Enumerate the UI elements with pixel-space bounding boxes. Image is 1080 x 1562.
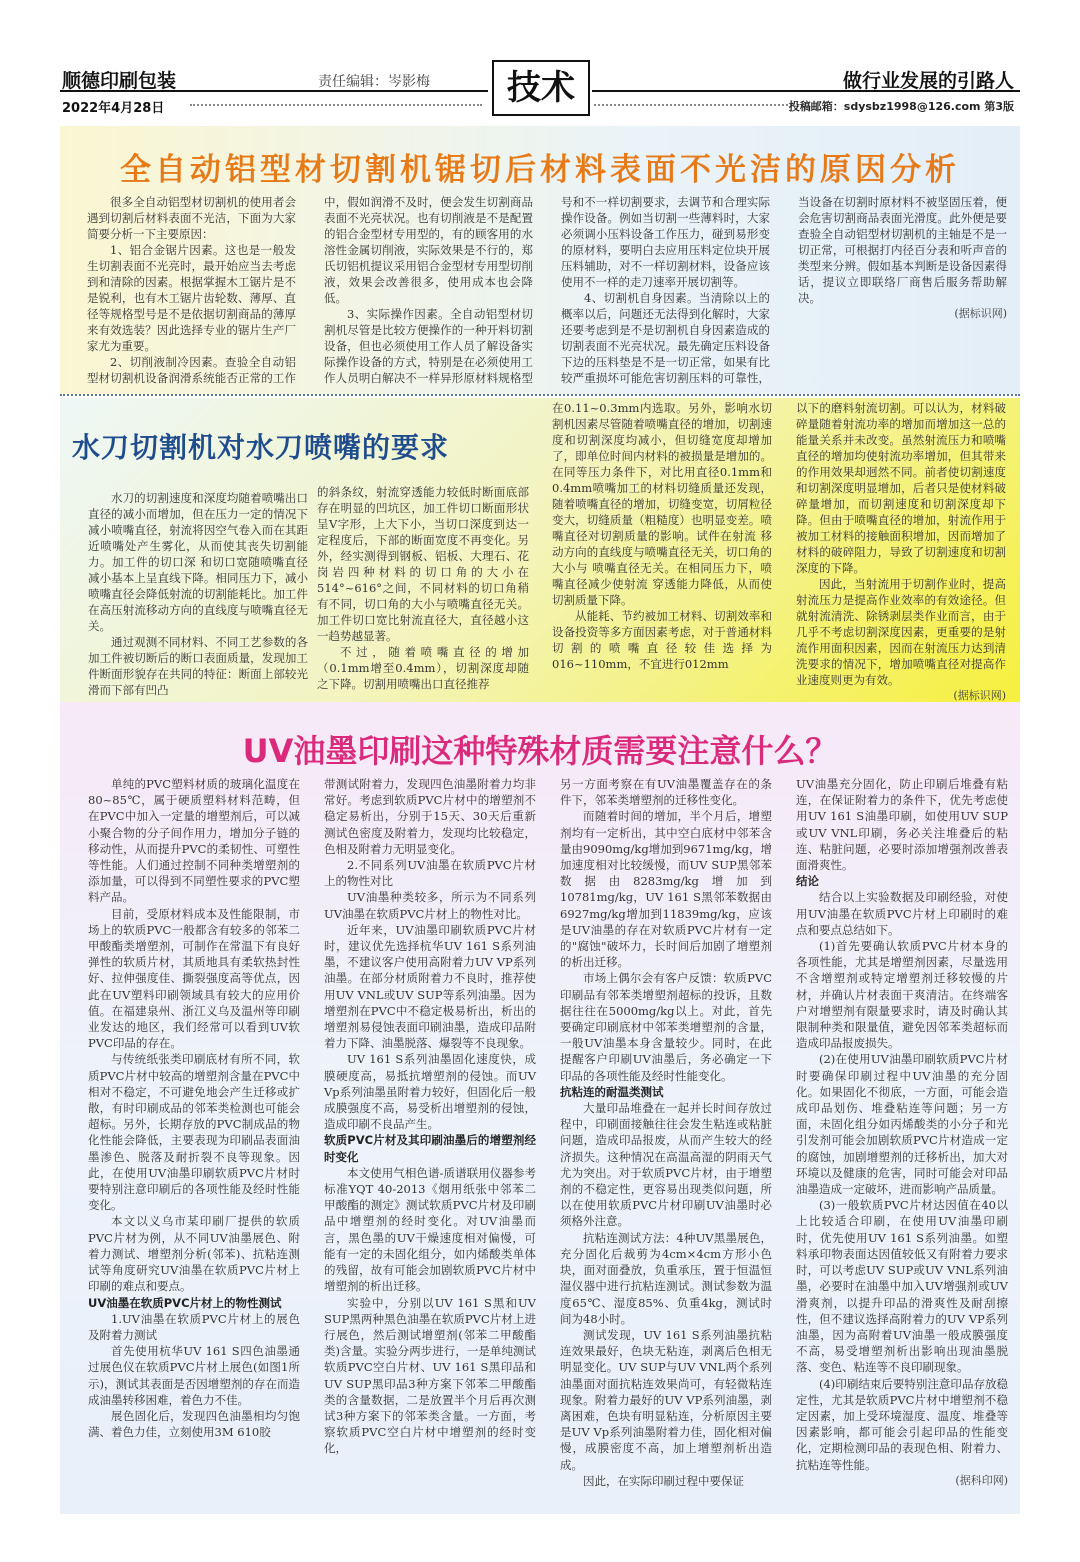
article-waterjet-nozzle <box>60 398 1020 702</box>
article-body <box>87 194 1007 389</box>
subheading: 软质PVC片材及其印刷油墨后的增塑剂经时变化 <box>324 1133 536 1164</box>
paragraph: 实验中，分别以UV 161 S黑和UV SUP黑两种黑色油墨在软质PVC片材上进行展色，然后测试增塑剂(邻苯二甲酸酯类)含量。实验分两步进行，一是单纯测试软质PVC空白片材、UV 161 S黑印品和UV SUP黑印品3种方案下邻苯二甲酸酯类的含量数据，二是放置半个月后再次测试3种方案下的邻苯类含量。一方面，考察软质PVC空白片材中增塑剂的经时变化， <box>324 1295 536 1456</box>
article-source: (据科印网) <box>955 1473 1008 1487</box>
paragraph: 目前，受原材料成本及性能限制，市场上的软质PVC一般都含有较多的邻苯二甲酸酯类增塑剂，可制作在常温下有良好弹性的软质片材，其质地具有柔软热封性好、拉伸强度佳、撕裂强度高等优点，因此在UV塑料印刷领域具有较大的应用价值。在福建泉州、浙江义乌及温州等印刷业发达的地区，我们经常可以看到UV软PVC印品的存在。 <box>88 906 300 1051</box>
paragraph: 首先使用杭华UV 161 S四色油墨通过展色仪在软质PVC片材上展色(如图1所示)，测试其表面是否因增塑剂的存在而造成油墨转移困难，着色力不佳。 <box>88 1344 300 1407</box>
paragraph: 近年来，UV油墨印刷软质PVC片材时，建议优先选择杭华UV 161 S系列油墨，不建议客户使用高附着力UV VP系列油墨。在部分材质附着力不良时，推荐使用UV VNL或UV SUP等系列油墨。因为增塑剂在PVC中不稳定极易析出，析出的增塑剂易侵蚀表面印刷油墨，造成印品附着力下降、油墨脱落、爆裂等不良现象。 <box>324 922 536 1051</box>
subheading: UV油墨在软质PVC片材上的物性测试 <box>88 1295 282 1310</box>
header-rule-left <box>60 90 488 92</box>
column-4 <box>796 400 1006 704</box>
paragraph: UV油墨种类较多，所示为不同系列UV油墨在软质PVC片材上的物性对比。 <box>324 890 536 921</box>
paragraph: 以下的磨料射流切割。可以认为，材料破碎量随着射流功率的增加而增加这一总的能量关系并未改变。虽然射流压力和喷嘴直径的增加均使射流功率增加，但其带来的作用效果却迥然不同。前者使切割速度和切割深度明显增加，后者只是使材料破碎量增加，而切割速度和切割深度却下降。但由于喷嘴直径的增加，射流作用于被加工材料的接触面积增加，因而增加了材料的破碎阻力，导致了切割速度和切割深度的下降。 <box>796 401 1006 575</box>
paragraph: UV油墨充分固化，防止印刷后堆叠有粘连，在保证附着力的条件下，优先考虑使用UV 161 S油墨印刷，如使用UV SUP或UV VNL印刷，务必关注堆叠后的粘连、粘脏问题，必要时添加增强剂改善表面滑爽性。 <box>796 777 1008 873</box>
paragraph: (1)首先要确认软质PVC片材本身的各项性能，尤其是增塑剂因素，尽量选用不含增塑剂或特定增塑剂迁移较慢的片材，并确认片材表面干爽清洁。在终端客户对增塑剂有限量要求时，请及时确认其限制种类和限量值，避免因邻苯类超标而造成印品报废损失。 <box>796 939 1008 1051</box>
paragraph: 带测试附着力，发现四色油墨附着力均非常好。考虑到软质PVC片材中的增塑剂不稳定易析出，分别于15天、30天后重新测试色密度及附着力，发现均比较稳定，色相及附着力无明显变化。 <box>324 777 536 856</box>
paragraph: 2.不同系列UV油墨在软质PVC片材上的物性对比 <box>324 858 536 889</box>
section-label: 技术 <box>492 60 590 116</box>
column-2 <box>317 484 529 692</box>
article-source: (据标识网) <box>953 689 1006 702</box>
paragraph: 本文使用气相色谱-质谱联用仪器参考标准YQT 40-2013《烟用纸张中邻苯二甲酸酯的测定》测试软质PVC片材及印刷品中增塑剂的经时变化。对UV油墨而言，黑色墨的UV干燥速度相对偏慢，可能有一定的未固化组分，如内烯酸类单体的残留，故有可能会加剧软质PVC片材中增塑剂的析出迁移。 <box>324 1165 536 1294</box>
responsible-editor: 责任编辑：岑影梅 <box>318 74 430 90</box>
article-title: UV油墨印刷这种特殊材质需要注意什么？ <box>242 732 838 770</box>
paragraph: 测试发现，UV 161 S系列油墨抗粘连效果最好，色块无粘连，剥离后色相无明显变化。UV SUP与UV VNL两个系列油墨面对面抗粘连效果尚可，有轻微粘连现象。附着力最好的UV VP系列油墨，剥离困难，色块有明显粘连，分析原因主要是UV Vp系列油墨附着力佳，固化相对偏慢，成膜密度不高，加上增塑剂析出造成。 <box>560 1327 772 1472</box>
masthead <box>0 0 1080 125</box>
paragraph: 的斜条纹，射流穿透能力较低时断面底部存在明显的凹坑区，加工件切口断面形状呈V字形，上大下小，当切口深度到达一定程度后，下部的断面宽度不再变化。另外，经实测得到钢板、铝板、大理石、花岗岩四种材料的切口角的大小在514°~616°之间，不同材料的切口角稍有不同，切口角的大小与喷嘴直径无关。加工件切口宽比射流直径大，直径越小这一趋势越显著。 <box>317 485 529 643</box>
paragraph: 1.UV油墨在软质PVC片材上的展色及附着力测试 <box>88 1311 300 1342</box>
paragraph: 市场上偶尔会有客户反馈：软质PVC印刷品有邻苯类增塑剂超标的投诉，且数据往往在5000mg/kg以上。对此，首先要确定印刷底材中邻苯类增塑剂的含量，一般UV油墨本身含量较少。同时，在此提醒客户印刷UV油墨后，务必确定一下印品的各项性能及经时性能变化。 <box>560 971 772 1083</box>
column-3 <box>560 776 772 1489</box>
paragraph: 本文以义乌市某印刷厂提供的软质PVC片材为例，从不同UV油墨展色、附着力测试、增塑剂分析(邻苯)、抗粘连测试等角度研究UV油墨在软质PVC片材上印刷的难点和要点。 <box>88 1214 300 1294</box>
paragraph: UV 161 S系列油墨固化速度快，成膜硬度高，易抵抗增塑剂的侵蚀。而UV Vp系列油墨虽附着力较好，但固化后一般成膜强度不高，易受析出增塑剂的侵蚀，造成印刷不良品产生。 <box>324 1052 536 1132</box>
paragraph: 单纯的PVC塑料材质的玻璃化温度在80~85℃，属于硬质塑料材料范畴，但在PVC中加入一定量的增塑剂后，可以减小聚合物的分子间作用力，增加分子链的移动性，从而提升PVC的柔韧性、可塑性等性能。人们通过控制不同种类增塑剂的添加量，可以得到不同塑性要求的PVC塑料产品。 <box>88 777 300 905</box>
paper-name: 顺德印刷包装 <box>62 70 177 92</box>
paragraph: (4)印刷结束后要特别注意印品存放稳定性，尤其是软质PVC片材中增塑剂不稳定因素，加上受环境湿度、温度、堆叠等因素影响，都可能会引起印品的性能变化，定期检测印品的表现色相、附着力、抗粘连等性能。 <box>796 1376 1008 1472</box>
article-uv-ink-printing <box>60 702 1020 1514</box>
paragraph: 1、铝合金锯片因素。这也是一般发生切割表面不光亮时，最开始应当去考虑到和清除的因素。根据掌握木工锯片是不是锐利，也有木工锯片齿轮数、薄厚、直径等规格型号是不是依据切割商品的薄厚来有效选装？因此选择专业的锯片生产厂家尤为重要。 <box>87 243 296 353</box>
subheading: 结论 <box>796 874 819 889</box>
column-2 <box>324 776 536 1457</box>
paragraph: 因此，当射流用于切割作业时，提高射流压力是提高作业效率的有效途径。但就射流清洗、除锈剥层类作业而言，由于几乎不考虑切割深度因素，更重要的是射流作用面积因素，因而在射流压力达到清洗要求的情况下，增加喷嘴直径对提高作业速度则更为有效。 <box>796 577 1006 687</box>
header-rule-right <box>592 90 1020 92</box>
subheading: 抗粘连的耐温类测试 <box>560 1084 664 1099</box>
paragraph: 不过，随着喷嘴直径的增加（0.1mm增至0.4mm），切割深度却随之下降。切割用喷嘴出口直径推荐 <box>317 645 529 691</box>
paragraph: (2)在使用UV油墨印刷软质PVC片材时要确保印刷过程中UV油墨的充分固化。如果固化不彻底，一方面，可能会造成印品划伤、堆叠粘连等问题；另一方面，未固化组分如丙烯酸类的小分子和光引发剂可能会加剧软质PVC片材造成一定的腐蚀，加剧增塑剂的迁移析出，加大对环境以及健康的危害，同时可能会对印品油墨造成一定破坏，进而影响产品质量。 <box>796 1052 1008 1197</box>
column-1 <box>88 490 308 698</box>
paragraph: 很多全自动铝型材切割机的使用者会遇到切割后材料表面不光洁，下面为大家简要分析一下主要原因： <box>87 195 296 241</box>
header-dotted-rule-right <box>594 104 792 106</box>
slogan: 做行业发展的引路人 <box>842 70 1014 92</box>
paragraph: 3、实际操作因素。全自动铝型材切割机尽管是比较方便操作的一种开料切割设备，但也必须使用工作人员了解设备实际操作设备的方式，特别是在必须使用工作人员明白解决不一样异形原材料规格型号和不一样切割要求，去调节和合理实际操作设备。例如当切割一些薄料时，大家必须调小压料设备工作压力，碰到易形变的原材料，要明白去应用压料定位块开展压料辅助，对不一样切割材料，设备应该使用不一样的走刀速率开展切割等。 <box>324 195 770 385</box>
paragraph: 另一方面考察在有UV油墨覆盖存在的条件下，邻苯类增塑剂的迁移性变化。 <box>560 777 772 808</box>
paragraph: 2、切削液制冷因素。查验全自动铝型材切割机设备润滑系统能否正常的工作中，假如润滑不及时，便会发生切割商品表面不光亮状况。也有切削液是不是配置的铝合金型材专用型的，有的顾客用的水溶性金属切削液，实际效果是不行的，郑氏切铝机提议采用铝合金型材专用型切削液，效果会改善很多，使用成本也会降低。 <box>87 195 533 385</box>
paragraph: 抗粘连测试方法：4种UV黑墨展色，充分固化后裁剪为4cm×4cm方形小色块，面对面叠放，负重承压，置于恒温恒湿仪器中进行抗粘连测试。测试参数为温度65℃、湿度85%、负重4kg，测试时间为48小时。 <box>560 1230 772 1326</box>
column-1 <box>88 776 300 1440</box>
paragraph: 4、切割机自身因素。当清除以上的概率以后，问题还无法得到化解时，大家还要考虑到是不是切割机自身因素造成的切割表面不光亮状况。最先确定压料设备下边的压料垫是不是一切正常，如果有比较严重损坏可能危害切割压料的可靠性，当设备在切割时原材料不被坚固压着，便会危害切割商品表面光滑度。此外便是要查验全自动铝型材切割机的主轴是不是一切正常，可根据打内径百分表和听声音的类型来分辨。假如基本判断是设备因素得话，提议立即联络厂商售后服务帮助解决。 <box>561 195 1007 385</box>
paragraph: 水刀的切割速度和深度均随着喷嘴出口直径的减小而增加，但在压力一定的情况下减小喷嘴直径，射流将因空气卷入而在其距近喷嘴处产生雾化，从而使其丧失切割能力。加工件的切口深 和切口宽随喷嘴直径减小基本上呈直线下降。相同压力下，减小喷嘴直径会降低射流的切割能耗比。加工件在高压射流移动方向的直线度与喷嘴直径无关。 <box>88 491 308 633</box>
issue-date: 2022年4月28日 <box>62 101 165 116</box>
article-title: 水刀切割机对水刀喷嘴的要求 <box>72 431 450 464</box>
article-source: (据标识网) <box>954 307 1007 320</box>
header-dotted-rule-left <box>190 104 482 106</box>
submission-email-page: 投稿邮箱：sdysbz1998@126.com 第3版 <box>788 100 1014 113</box>
paragraph: 展色固化后，发现四色油墨相均匀饱满、着色力佳，立刻使用3M 610胶 <box>88 1408 300 1440</box>
paragraph: 在0.11~0.3mm内选取。另外，影响水切割机因素尽管随着喷嘴直径的增加，切割速度和切割深度均减小，但切缝宽度却增加了，即单位时间内材料的被损量是增加的。在同等压力条件下，对比用直径0.1mm和0.4mm喷嘴加工的材料切缝质量还发现，随着喷嘴直径的增加，切缝变宽，切屑粒径变大，切缝质量（粗糙度）也明显变差。喷嘴直径对切割质量的影响。试件在射流 移动方向的直线度与喷嘴直径无关，切口角的大小与 喷嘴直径无关。在相同压力下，喷嘴直径减少使射流 穿透能力降低，从而使切割质量下降。 <box>552 401 772 607</box>
paragraph: 而随着时间的增加，半个月后，增塑剂均有一定析出，其中空白底材中邻苯含量由9090mg/kg增加到9671mg/kg，增加速度相对比较缓慢，而UV SUP黑邻苯数据由8283mg/kg增加到10781mg/kg，UV 161 S黑邻苯数据由6927mg/kg增加到11839mg/kg，应该是UV油墨的存在对软质PVC片材有一定的"腐蚀"破坏力，长时间后加剧了增塑剂的析出迁移。 <box>560 809 772 970</box>
column-4 <box>796 776 1008 1489</box>
article-aluminum-cutting <box>60 126 1020 394</box>
paragraph: 大量印品堆叠在一起并长时间存放过程中，印刷面接触往往会发生粘连或粘脏问题，造成印品报废，从而产生较大的经济损失。这种情况在高温高湿的阴雨天气尤为突出。对于软质PVC片材，由于增塑剂的不稳定性，更容易出现类似问题，所以在使用软质PVC片材印刷UV油墨时必须格外注意。 <box>560 1101 772 1229</box>
paragraph: 因此，在实际印刷过程中要保证 <box>583 1473 744 1488</box>
column-3 <box>552 400 772 672</box>
paragraph: 与传统纸张类印刷底材有所不同，软质PVC片材中较高的增塑剂含量在PVC中相对不稳定，不可避免地会产生迁移或扩散，有时印刷成品的邻苯类检测也可能会超标。另外，长期存放的PVC制成品的物化性能会降低，主要表现为印刷品表面油墨渗色、脱落及耐折裂不良等现象。因此，在使用UV油墨印刷软质PVC片材时要特别注意印刷后的各项性能及经时性能变化。 <box>88 1052 300 1213</box>
paragraph: 从能耗、节约被加工材料、切割效率和设备投资等多方面因素考虑，对于普通材料切割的喷嘴直径较佳选择为016~110mm，不宜进行012mm <box>552 609 772 671</box>
paragraph: 通过观测不同材料、不同工艺参数的各加工件被切断后的断口表面质量，发现加工件断面形貌存在共同的特征：断面上部较光滑而下部有凹凸 <box>88 635 308 697</box>
article-divider <box>60 394 1020 396</box>
paragraph: (3)一般软质PVC片材达因值在40以上比较适合印刷，在使用UV油墨印刷时，优先使用UV 161 S系列油墨。如塑料承印物表面达因值较低又有附着力要求时，可以考虑UV SUP或UV VNL系列油墨，必要时在油墨中加入UV增强剂或UV滑爽剂，以提升印品的滑爽性及耐刮擦性，但不建议选择高附着力的UV VP系列油墨，因为高附着UV油墨一般成膜强度不高，易受增塑剂析出影响出现油墨脱落、变色、粘连等不良印刷现象。 <box>796 1198 1008 1375</box>
article-title: 全自动铝型材切割机锯切后材料表面不光洁的原因分析 <box>120 152 960 188</box>
paragraph: 结合以上实验数据及印刷经验，对使用UV油墨在软质PVC片材上印刷时的难点和要点总结如下。 <box>796 890 1008 937</box>
